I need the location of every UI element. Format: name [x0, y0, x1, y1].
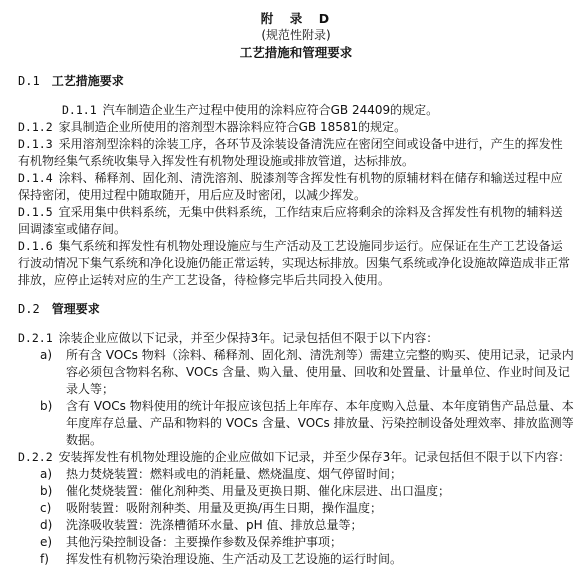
clause-number: D.1.2: [18, 120, 53, 134]
list-marker: a): [40, 348, 53, 362]
list-item: [18, 551, 574, 568]
clause-number: D.1.5: [18, 205, 53, 219]
appendix-subtitle: (规范性附录): [261, 28, 331, 42]
list-item-text: 其他污染控制设备：主要操作参数及保养维护事项；: [66, 535, 343, 549]
list-marker: a): [40, 467, 53, 481]
clause-d2-1: [18, 330, 574, 449]
list-item: [18, 466, 574, 483]
section-heading-d1: [18, 73, 574, 90]
clause-d1-4: [18, 170, 574, 204]
section-heading-d2: [18, 301, 574, 318]
appendix-title: 附 录 D: [260, 11, 332, 26]
document-page: [18, 10, 574, 568]
clause-d1-6: [18, 238, 574, 289]
clause-number: D.1.6: [18, 239, 53, 253]
clause-text: 宜采用集中供料系统，无集中供料系统，工作结束后应将剩余的涂料及含挥发性有机物的辅料送回调漆室或储存间。: [18, 205, 563, 236]
section-number: D.2: [18, 302, 40, 316]
list-marker: b): [40, 399, 53, 413]
clause-d2-2-intro: [18, 449, 574, 466]
clause-text: 安装挥发性有机物处理设施的企业应做如下记录，并至少保存3年。记录包括但不限于以下内容：: [58, 450, 571, 464]
list-item: [18, 517, 574, 534]
clause-text: 涂料、稀释剂、固化剂、清洗溶剂、脱漆剂等含挥发性有机物的原辅材料在储存和输送过程中应保持密闭，使用过程中随取随开，用后应及时密闭，以减少挥发。: [18, 171, 563, 202]
list-item-text: 含有 VOCs 物料使用的统计年报应该包括上年库存、本年度购入总量、本年度销售产品总量、本年度库存总量、产品和物料的 VOCs 含量、VOCs 排放量、污染控制设备处理效率、排放监测等数据。: [66, 399, 574, 447]
clause-text: 涂装企业应做以下记录，并至少保持3年。记录包括但不限于以下内容：: [58, 331, 439, 345]
clause-d1-1: [18, 102, 574, 119]
clause-d1-5: [18, 204, 574, 238]
list-marker: f): [40, 552, 49, 566]
clause-number: D.1.1: [62, 103, 97, 117]
clause-d2-1-intro: [18, 330, 574, 347]
list-item: [18, 398, 574, 449]
clause-number: D.2.1: [18, 331, 53, 345]
list-marker: d): [40, 518, 53, 532]
clause-text: 家具制造企业所使用的溶剂型木器涂料应符合GB 18581的规定。: [58, 120, 407, 134]
section-title: 管理要求: [51, 302, 100, 316]
section-number: D.1: [18, 74, 40, 88]
clause-d1-2: [18, 119, 574, 136]
list-marker: c): [40, 501, 52, 515]
list-marker: b): [40, 484, 53, 498]
list-item-text: 热力焚烧装置：燃料或电的消耗量、燃烧温度、烟气停留时间；: [66, 467, 403, 481]
list-item: [18, 500, 574, 517]
list-item: [18, 347, 574, 398]
clause-number: D.1.3: [18, 137, 53, 151]
clause-text: 汽车制造企业生产过程中使用的涂料应符合GB 24409的规定。: [102, 103, 439, 117]
clause-number: D.2.2: [18, 450, 53, 464]
list-item-text: 洗涤吸收装置：洗涤槽循环水量、pH 值、排放总量等；: [66, 518, 363, 532]
clause-d1-3: [18, 136, 574, 170]
list-item-text: 催化焚烧装置：催化剂种类、用量及更换日期、催化床层进、出口温度；: [66, 484, 451, 498]
list-item-text: 吸附装置：吸附剂种类、用量及更换/再生日期，操作温度；: [66, 501, 383, 515]
list-item: [18, 534, 574, 551]
section-d1-clauses: [18, 102, 574, 289]
appendix-heading: 工艺措施和管理要求: [239, 45, 353, 60]
section-title: 工艺措施要求: [51, 74, 124, 88]
clause-number: D.1.4: [18, 171, 53, 185]
clause-text: 集气系统和挥发性有机物处理设施应与生产活动及工艺设施同步运行。应保证在生产工艺设备运行波动情况下集气系统和净化设施仍能正常运转，实现达标排放。因集气系统或净化设施故障造成非正常排放，应停止运转对应的生产工艺设备，待检修完毕后共同投入使用。: [18, 239, 571, 287]
list-item-text: 所有含 VOCs 物料（涂料、稀释剂、固化剂、清洗剂等）需建立完整的购买、使用记录，记录内容必须包含物料名称、VOCs 含量、购入量、使用量、回收和处置量、计量单位、作业时间及记录人等；: [66, 348, 574, 396]
clause-text: 采用溶剂型涂料的涂装工序，各环节及涂装设备清洗应在密闭空间或设备中进行，产生的挥发性有机物经集气系统收集导入挥发性有机物处理设施或排放管道，达标排放。: [18, 137, 563, 168]
list-marker: e): [40, 535, 53, 549]
list-item-text: 挥发性有机物污染治理设施、生产活动及工艺设施的运行时间。: [66, 552, 403, 566]
clause-d2-2: [18, 449, 574, 568]
list-item: [18, 483, 574, 500]
